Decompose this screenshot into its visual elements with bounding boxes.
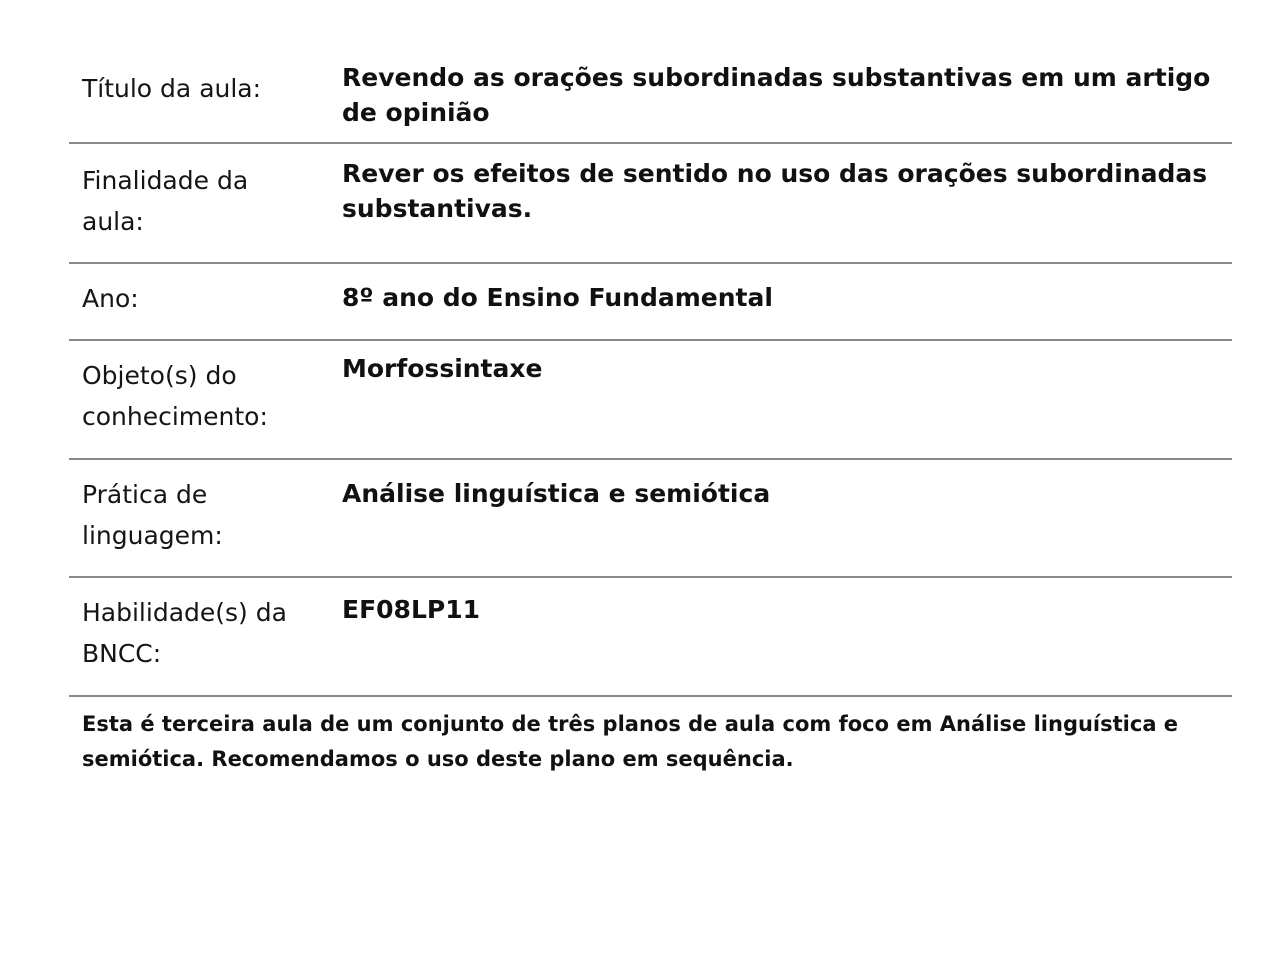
row-bncc-skills (69, 577, 1232, 696)
sequence-note: Esta é terceira aula de um conjunto de três planos de aula com foco em Análise linguística e semiótica. Recomendamos o uso deste plano em sequência. (82, 712, 1179, 771)
school-year-value: 8º ano do Ensino Fundamental (342, 283, 773, 312)
lesson-purpose-label: Finalidade da aula: (82, 166, 249, 236)
language-practice-label: Prática de linguagem: (82, 480, 223, 550)
lesson-plan-sheet (69, 46, 1232, 777)
knowledge-objects-value: Morfossintaxe (342, 354, 543, 383)
row-language-practice (69, 459, 1232, 577)
row-lesson-title (69, 46, 1232, 143)
lesson-purpose-value: Rever os efeitos de sentido no uso das orações subordinadas substantivas. (342, 159, 1208, 223)
bncc-skills-value: EF08LP11 (342, 595, 480, 624)
language-practice-value: Análise linguística e semiótica (342, 479, 771, 508)
lesson-title-label: Título da aula: (82, 74, 262, 103)
lesson-title-value: Revendo as orações subordinadas substantivas em um artigo de opinião (342, 63, 1211, 127)
row-school-year (69, 263, 1232, 340)
bncc-skills-label: Habilidade(s) da BNCC: (82, 598, 287, 668)
row-knowledge-objects (69, 340, 1232, 459)
school-year-label: Ano: (82, 284, 139, 313)
row-lesson-purpose (69, 143, 1232, 263)
knowledge-objects-label: Objeto(s) do conhecimento: (82, 361, 268, 431)
lesson-info-table (69, 46, 1232, 697)
